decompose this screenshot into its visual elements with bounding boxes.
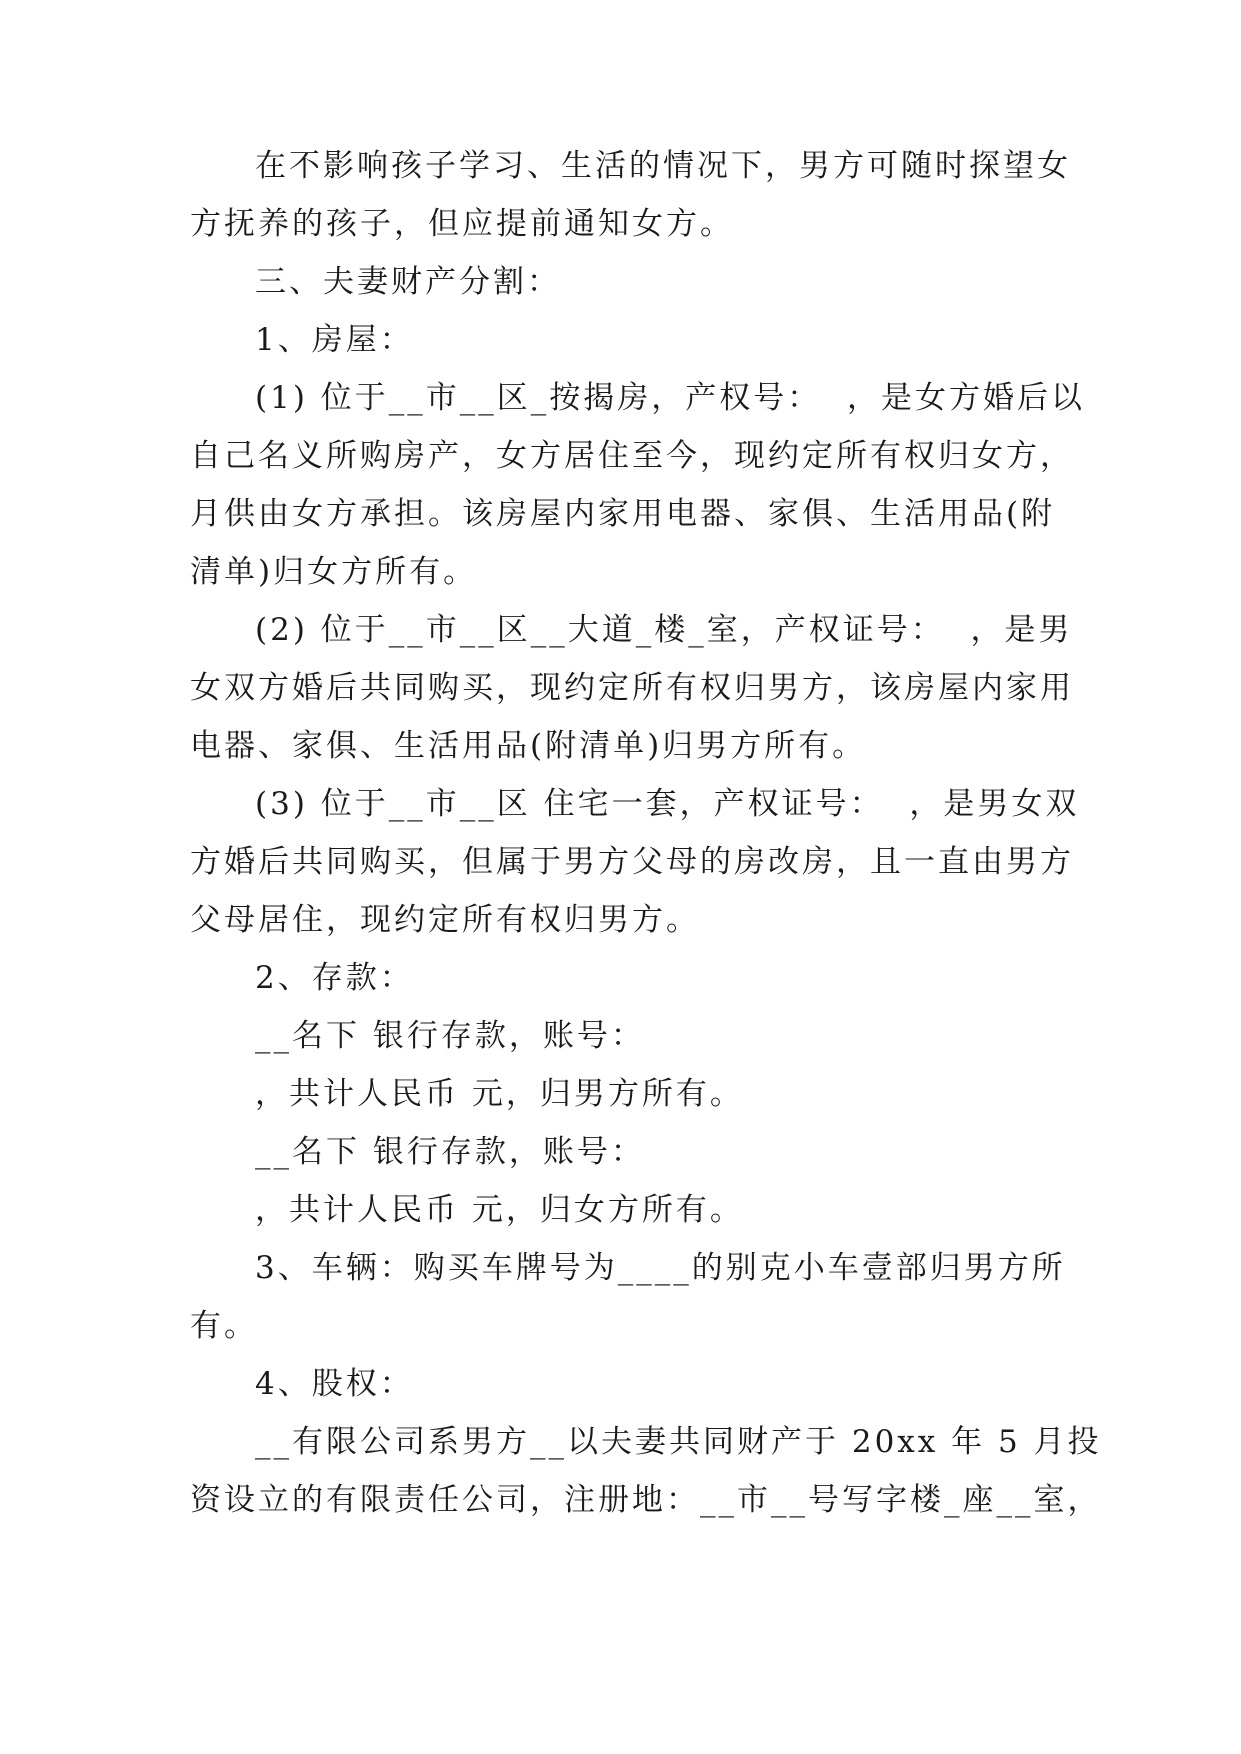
house-2-line-2: 女双方婚后共同购买，现约定所有权归男方，该房屋内家用	[190, 670, 1074, 706]
subheading-equity: 4、股权：	[255, 1366, 414, 1402]
house-3-line-3: 父母居住，现约定所有权归男方。	[190, 902, 700, 938]
deposit-2-line-1: __名下 银行存款，账号：	[255, 1134, 645, 1170]
subheading-deposits: 2、存款：	[255, 960, 414, 996]
house-2-line-1: (2) 位于__市__区__大道_楼_室，产权证号： ，是男	[255, 612, 1073, 648]
paragraph-visitation-line-1: 在不影响孩子学习、生活的情况下，男方可随时探望女	[255, 148, 1071, 184]
house-3-line-2: 方婚后共同购买，但属于男方父母的房改房，且一直由男方	[190, 844, 1074, 880]
equity-line-2: 资设立的有限责任公司，注册地：__市__号写字楼_座__室，	[190, 1482, 1102, 1518]
paragraph-visitation-line-2: 方抚养的孩子，但应提前通知女方。	[190, 206, 734, 242]
deposit-1-line-1: __名下 银行存款，账号：	[255, 1018, 645, 1054]
house-1-line-2: 自己名义所购房产，女方居住至今，现约定所有权归女方，	[190, 438, 1074, 474]
vehicle-line-1: 3、车辆：购买车牌号为____的别克小车壹部归男方所	[255, 1250, 1066, 1286]
deposit-2-line-2: ，共计人民币 元，归女方所有。	[255, 1192, 744, 1228]
subheading-housing: 1、房屋：	[255, 322, 414, 358]
deposit-1-line-2: ，共计人民币 元，归男方所有。	[255, 1076, 744, 1112]
house-1-line-3: 月供由女方承担。该房屋内家用电器、家俱、生活用品(附	[190, 496, 1056, 532]
section-heading-property: 三、夫妻财产分割：	[255, 264, 561, 300]
house-1-line-1: (1) 位于__市__区_按揭房，产权号： ，是女方婚后以	[255, 380, 1085, 416]
house-1-line-4: 清单)归女方所有。	[190, 554, 478, 590]
vehicle-line-2: 有。	[190, 1308, 258, 1344]
house-2-line-3: 电器、家俱、生活用品(附清单)归男方所有。	[190, 728, 867, 764]
house-3-line-1: (3) 位于__市__区 住宅一套，产权证号： ，是男女双	[255, 786, 1080, 822]
equity-line-1: __有限公司系男方__以夫妻共同财产于 20xx 年 5 月投	[255, 1424, 1102, 1460]
